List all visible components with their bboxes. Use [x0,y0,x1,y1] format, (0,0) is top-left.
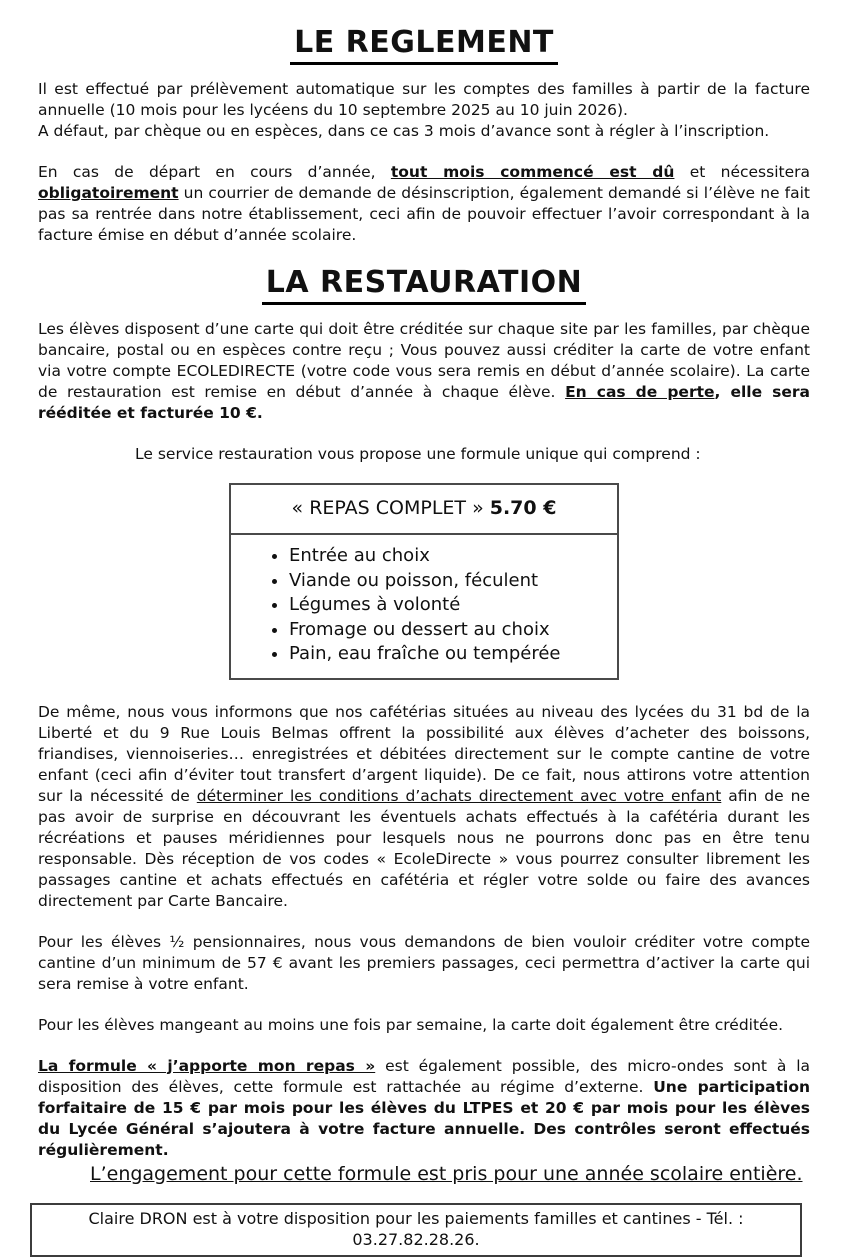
paragraph-payment-default [38,121,810,142]
menu-title: « REPAS COMPLET » [291,497,490,519]
text-run: Les élèves disposent d’une carte qui doit être créditée sur chaque site par les familles, par chèque bancaire, postal ou en espèces contre reçu ; Vous pouvez aussi créditer la carte de votre enfant via votre compte ECOLEDIRECTE (votre code vous sera remis en début d’année scolaire). La carte de restauration est remise en début d’année à chaque élève. [38,320,810,401]
menu-item: • Légumes à volonté [289,593,617,618]
text-run: obligatoirement [38,184,179,202]
text-run: En cas de perte [565,383,715,401]
text-run: est également possible, des micro-ondes sont à la disposition des élèves, cette formule est rattachée au régime d’externe. [38,1056,810,1096]
text-run: afin de ne pas avoir de surprise en découvrant les éventuels achats effectués à la cafétéria durant les récréations et pauses méridiennes pour lesquels nous ne pourrons donc pas en être tenu responsable. Dès réception de vos codes « EcoleDirecte » vous pourrez consulter librement les passages cantine et achats effectués en cafétéria et régler votre solde ou faire des avances directement par Carte Bancaire. [38,786,810,910]
section-title-restauration: LA RESTAURATION [38,266,810,305]
menu-intro-line: Le service restauration vous propose une formule unique qui comprend : [135,445,701,463]
section-title-reglement: LE REGLEMENT [38,26,810,65]
paragraph-departure-policy [38,162,810,246]
menu-header [231,485,617,535]
menu-item: • Viande ou poisson, féculent [289,569,617,594]
text-run: , elle sera rééditée et facturée 10 €. [38,383,810,422]
menu-item-list [231,544,617,667]
paragraph-payment-method [38,79,810,121]
text-run: déterminer les conditions d’achats directement avec votre enfant [196,786,722,805]
text-run: tout mois commencé est dû [390,163,675,181]
text-run: Une participation forfaitaire de 15 € par mois pour les élèves du LTPES et 20 € par mois pour les élèves du Lycée Général s’ajoutera à votre facture annuelle. Des contrôles seront effectués régulièrement. [38,1077,811,1159]
text-run: et nécessitera [674,163,811,181]
text-run: En cas de départ en cours d’année, [38,163,391,181]
text-run: Il est effectué par prélèvement automatique sur les comptes des familles à partir de la facture annuelle (10 mois pour les lycéens du 10 septembre 2025 au 10 juin 2026). [38,80,810,119]
paragraph-bring-own-meal [38,1056,810,1161]
text-run: Pour les élèves mangeant au moins une fois par semaine, la carte doit également être créditée. [38,1015,784,1034]
paragraph-weekly-eaters [38,1015,810,1036]
engagement-line: L’engagement pour cette formule est pris pour une année scolaire entière. [90,1162,803,1185]
menu-item: • Fromage ou dessert au choix [289,618,617,643]
text-run: De même, nous vous informons que nos cafétérias situées au niveau des lycées du 31 bd de la Liberté et du 9 Rue Louis Belmas offrent la possibilité aux élèves d’acheter des boissons, friandises, viennoiseries… enregistrées et débitées directement sur le compte cantine de votre enfant (ceci afin d’éviter tout transfert d’argent liquide). De ce fait, nous attirons votre attention sur la nécessité de [38,702,810,805]
contact-footer: Claire DRON est à votre disposition pour les paiements familles et cantines - Tél. : 03.27.82.28.26. [30,1203,802,1257]
text-run: un courrier de demande de désinscription, également demandé si l’élève ne fait pas sa rentrée dans notre établissement, ceci afin de pouvoir effectuer l’avoir correspondant à la facture émise en début d’année scolaire. [38,184,810,244]
paragraph-card-credit [38,319,810,424]
text-run: A défaut, par chèque ou en espèces, dans ce cas 3 mois d’avance sont à régler à l’inscription. [38,122,770,140]
menu-box [229,483,619,680]
paragraph-half-boarders [38,932,810,995]
menu-item: • Entrée au choix [289,544,617,569]
menu-price: 5.70 € [489,497,557,519]
paragraph-cafeteria-info [38,702,810,912]
text-run: La formule « j’apporte mon repas » [38,1056,376,1075]
text-run: Pour les élèves ½ pensionnaires, nous vous demandons de bien vouloir créditer votre compte cantine d’un minimum de 57 € avant les premiers passages, ceci permettra d’activer la carte qui sera remise à votre enfant. [38,932,810,993]
menu-item: • Pain, eau fraîche ou tempérée [289,642,617,667]
